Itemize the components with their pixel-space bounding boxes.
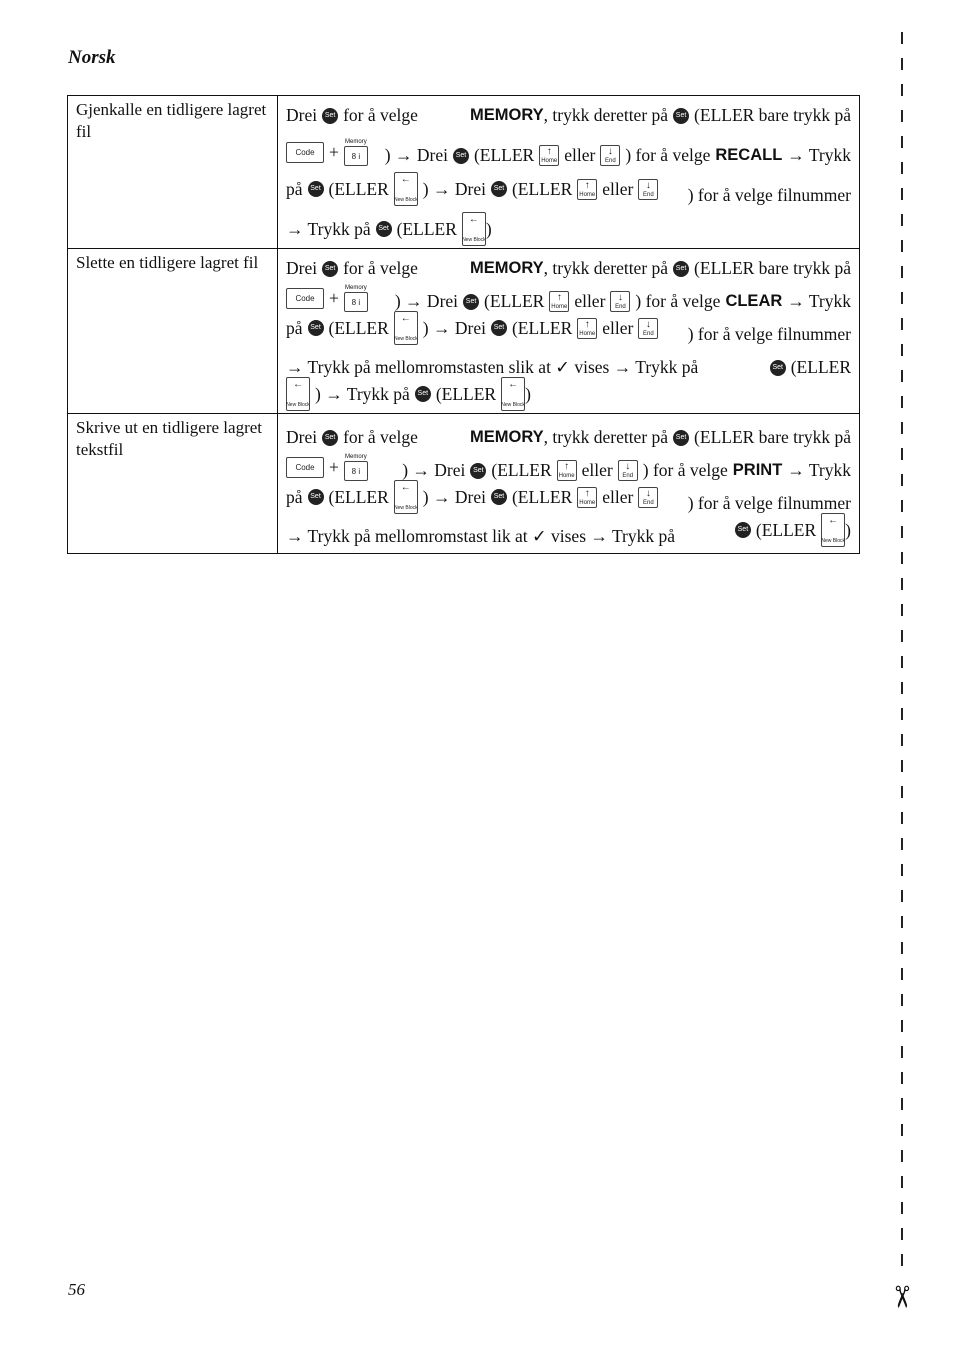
set-dial-icon: Set [491, 320, 507, 336]
new-block-key-icon: ← New Block [394, 480, 418, 514]
new-block-key-icon: ← New Block [821, 513, 845, 547]
home-key-icon: ↑ Home [551, 292, 568, 310]
table-row [68, 96, 860, 249]
set-dial-icon: Set [308, 489, 324, 505]
end-key-icon: ↓ End [610, 291, 630, 312]
set-dial-icon: Set [322, 108, 338, 124]
set-dial-icon: Set [322, 261, 338, 277]
row-steps: Drei Set for å velge MEMORY , trykk deretter på Set (ELLER bare trykk på Code + Memory 8 i ) → Drei Set (ELLER ↑ Home eller ↓ End ) for å velge CLEAR → Trykk på Set (ELLER ← New Block ) → Drei Set (ELLER ↑ Home eller ↓ End ) for å velge filnummer → Trykk på mellomromstasten slik at ✓ vises → Trykk på Set (ELLER ← New Block ) → Trykk på Set (ELLER ← New Block ) [278, 249, 860, 414]
row-label: Gjenkalle en tidligere lagret fil [68, 96, 278, 249]
end-key-icon: ↓ End [638, 318, 658, 339]
memory-key-icon: Memory 8 i [344, 139, 368, 166]
code-key-icon: Code [286, 457, 324, 478]
row-label: Skrive ut en tidligere lagret tekstfil [68, 414, 278, 554]
set-dial-icon: Set [673, 261, 689, 277]
home-key-icon: ↑ Home [579, 179, 596, 198]
set-dial-icon: Set [491, 181, 507, 197]
row-steps: Drei Set for å velge MEMORY , trykk deretter på Set (ELLER bare trykk på Code + Memory 8 i ) → Drei Set (ELLER ↑ Home eller ↓ End ) for å velge PRINT → Trykk på Set (ELLER ← New Block ) → Drei Set (ELLER ↑ Home eller ↓ End ) for å velge filnummer → Trykk på mellomromstast lik at ✓ vises → Trykk på Set (ELLER ← New Block ) [278, 414, 860, 554]
new-block-key-icon: ← New Block [286, 377, 310, 411]
new-block-key-icon: ← New Block [501, 377, 525, 411]
code-key-icon: Code [286, 142, 324, 163]
set-dial-icon: Set [376, 221, 392, 237]
set-dial-icon: Set [470, 463, 486, 479]
table-row [68, 414, 860, 554]
code-key-icon: Code [286, 288, 324, 309]
set-dial-icon: Set [735, 522, 751, 538]
set-dial-icon: Set [453, 148, 469, 164]
memory-key-icon: Memory 8 i [344, 454, 368, 481]
end-key-icon: ↓ End [638, 487, 658, 508]
set-dial-icon: Set [673, 108, 689, 124]
new-block-key-icon: ← New Block [462, 212, 486, 246]
home-key-icon: ↑ Home [579, 487, 596, 506]
new-block-key-icon: ← New Block [394, 311, 418, 345]
set-dial-icon: Set [673, 430, 689, 446]
set-dial-icon: Set [463, 294, 479, 310]
instruction-table [67, 95, 860, 554]
home-key-icon: ↑ Home [541, 146, 558, 164]
set-dial-icon: Set [491, 489, 507, 505]
memory-key-icon: Memory 8 i [344, 285, 368, 312]
new-block-key-icon: ← New Block [394, 172, 418, 206]
set-dial-icon: Set [322, 430, 338, 446]
scissors-icon: ✂ [883, 1284, 919, 1310]
row-steps: Drei Set for å velge MEMORY , trykk deretter på Set (ELLER bare trykk på Code + Memory 8 i ) → Drei Set (ELLER ↑ Home eller ↓ End ) for å velge RECALL → Trykk på Set (ELLER ← New Block ) → Drei Set (ELLER ↑ Home eller ↓ End ) for å velge filnummer → Trykk på Set (ELLER ← New Block ) [278, 96, 860, 249]
set-dial-icon: Set [770, 360, 786, 376]
page-number: 56 [68, 1280, 85, 1299]
set-dial-icon: Set [308, 181, 324, 197]
home-key-icon: ↑ Home [558, 461, 575, 479]
row-label: Slette en tidligere lagret fil [68, 249, 278, 414]
set-dial-icon: Set [415, 386, 431, 402]
end-key-icon: ↓ End [618, 460, 638, 481]
table-row [68, 249, 860, 414]
home-key-icon: ↑ Home [579, 318, 596, 337]
end-key-icon: ↓ End [600, 145, 620, 166]
set-dial-icon: Set [308, 320, 324, 336]
page-header: Norsk [68, 47, 116, 68]
cut-line [901, 32, 903, 1272]
end-key-icon: ↓ End [638, 179, 658, 200]
